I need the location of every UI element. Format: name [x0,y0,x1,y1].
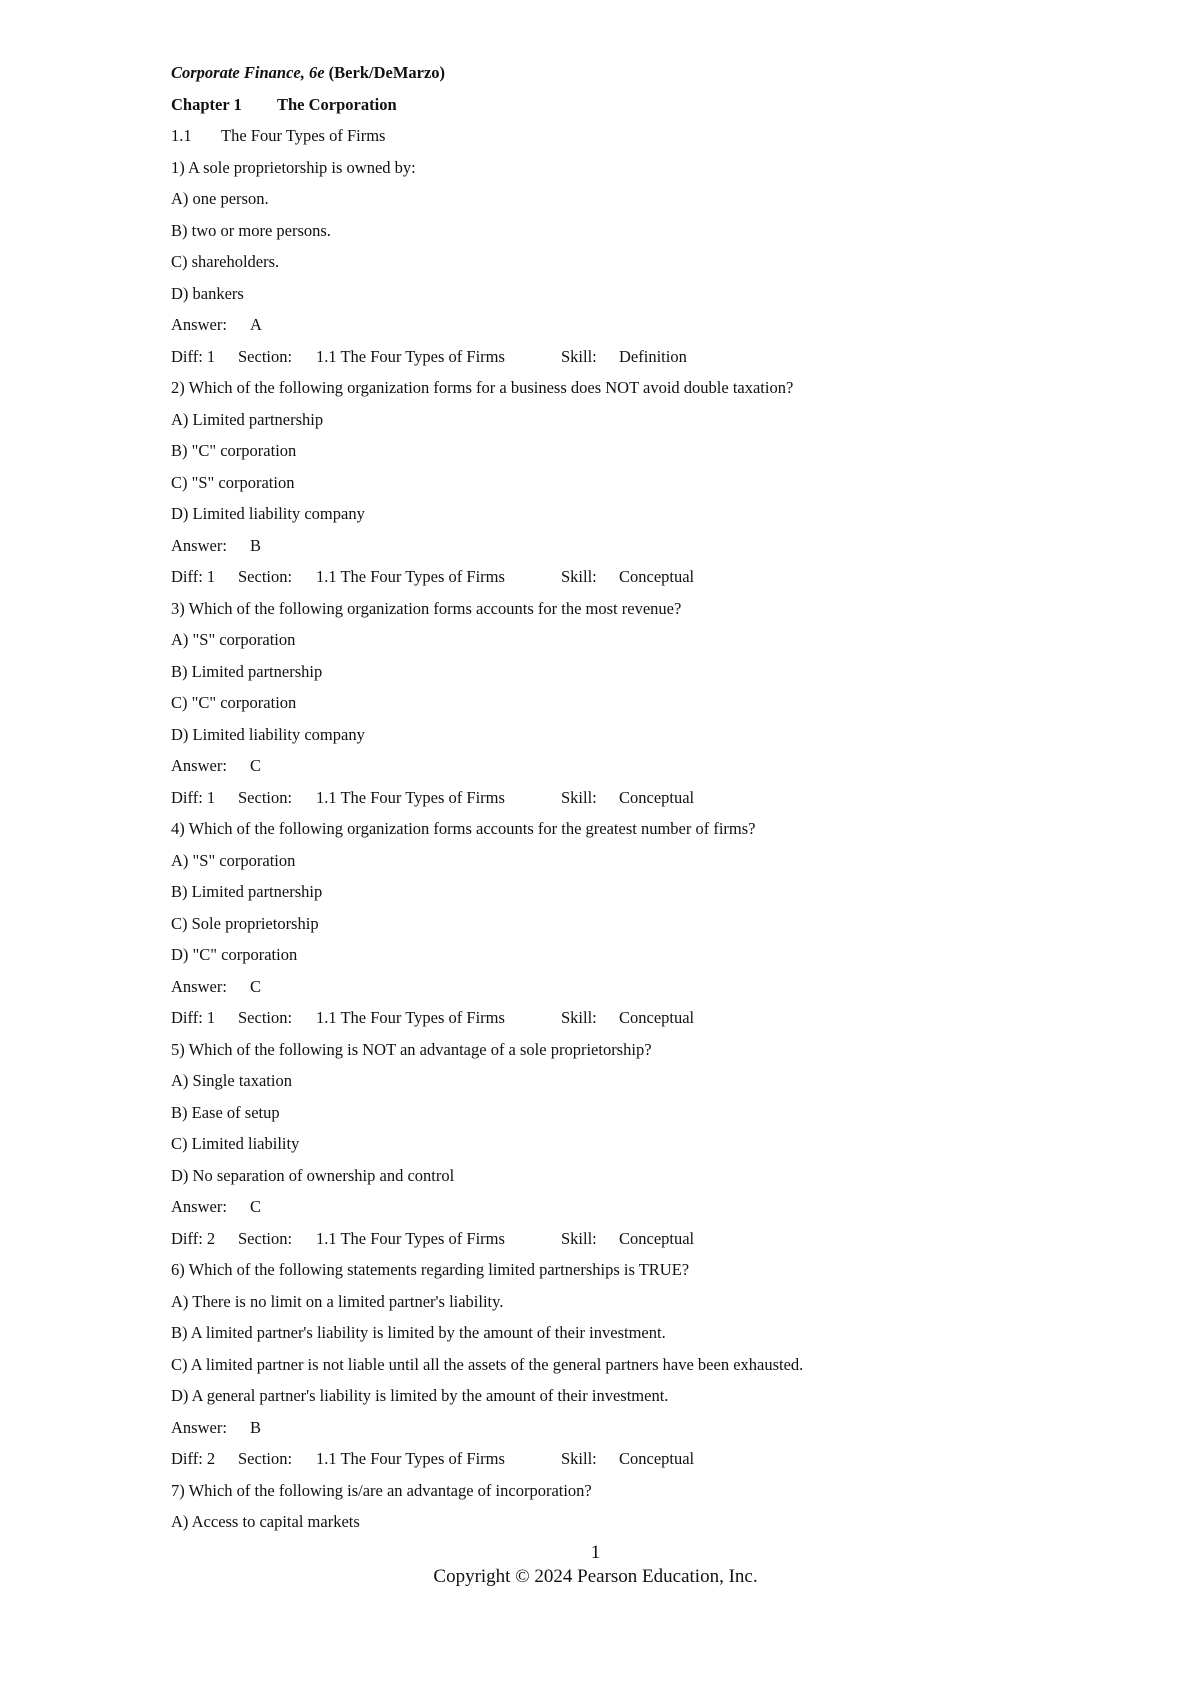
answer-option: A) Access to capital markets [171,1512,360,1531]
answer-label: Answer: [171,1197,227,1216]
question-text: 7) Which of the following is/are an advantage of incorporation? [171,1480,592,1500]
answer-option: D) A general partner's liability is limited by the amount of their investment. [171,1386,669,1405]
difficulty: Diff: 2 [171,1449,216,1468]
skill-label: Skill: [561,567,597,586]
answer-line [171,756,1131,788]
skill-value: Conceptual [619,1449,695,1468]
answer-label: Answer: [171,1417,227,1437]
metadata-line [171,1008,1131,1040]
chapter-title: The Corporation [277,94,397,114]
answer-value: C [250,1197,262,1216]
chapter-number: Chapter 1 [171,94,242,114]
section-label: Section: [238,787,293,807]
section-label: Section: [238,1008,293,1027]
skill-label: Skill: [561,1008,597,1027]
answer-option: C) A limited partner is not liable until all the assets of the general partners have been exhausted. [171,1354,804,1374]
answer-option: B) A limited partner's liability is limited by the amount of their investment. [171,1323,666,1342]
skill-value: Conceptual [619,1228,695,1248]
question-text: 2) Which of the following organization forms for a business does NOT avoid double taxation? [171,378,794,397]
answer-option: B) Limited partnership [171,661,323,681]
section-title: The Four Types of Firms [221,126,386,145]
metadata-line [171,788,1131,820]
answer-label: Answer: [171,535,227,555]
answer-option: A) one person. [171,189,269,208]
answer-line [171,1197,1131,1229]
chapter-heading [171,95,1131,127]
answer-option: D) "C" corporation [171,945,298,964]
question-text: 4) Which of the following organization forms accounts for the greatest number of firms? [171,819,756,838]
section-value: 1.1 The Four Types of Firms [316,567,505,586]
answer-option: A) "S" corporation [171,850,296,870]
answer-value: A [250,315,262,334]
difficulty: Diff: 1 [171,567,216,586]
answer-value: B [250,1417,262,1437]
answer-line [171,536,1131,568]
metadata-line [171,1229,1131,1261]
page-content [171,63,1131,1544]
copyright-notice: Copyright © 2024 Pearson Education, Inc. [433,1566,758,1587]
difficulty: Diff: 2 [171,1228,216,1248]
section-value: 1.1 The Four Types of Firms [316,1008,505,1027]
answer-option: A) There is no limit on a limited partner's liability. [171,1291,504,1311]
answer-option: D) Limited liability company [171,504,365,523]
difficulty: Diff: 1 [171,787,216,807]
section-label: Section: [238,1449,293,1468]
answer-label: Answer: [171,315,227,334]
metadata-line [171,567,1131,599]
answer-option: D) No separation of ownership and control [171,1165,455,1185]
question-text: 5) Which of the following is NOT an advantage of a sole proprietorship? [171,1039,652,1059]
answer-option: B) Limited partnership [171,882,323,901]
answer-value: B [250,535,262,555]
skill-value: Conceptual [619,1008,695,1027]
answer-value: C [250,756,262,775]
section-number: 1.1 [171,126,192,145]
skill-label: Skill: [561,787,597,807]
answer-option: C) Limited liability [171,1134,300,1153]
skill-value: Definition [619,346,687,366]
book-title-line [171,63,1131,95]
answer-option: D) Limited liability company [171,724,365,744]
section-heading [171,126,1131,158]
section-value: 1.1 The Four Types of Firms [316,346,505,366]
question-text: 3) Which of the following organization forms accounts for the most revenue? [171,598,682,618]
section-label: Section: [238,1228,293,1248]
answer-option: C) "S" corporation [171,472,295,492]
answer-option: A) Single taxation [171,1071,292,1090]
difficulty: Diff: 1 [171,1008,216,1027]
answer-option: C) shareholders. [171,252,280,271]
skill-value: Conceptual [619,567,695,586]
section-value: 1.1 The Four Types of Firms [316,787,505,807]
answer-label: Answer: [171,756,227,775]
section-label: Section: [238,346,293,366]
answer-option: A) "S" corporation [171,630,296,649]
question-text: 6) Which of the following statements regarding limited partnerships is TRUE? [171,1260,690,1279]
answer-line [171,977,1131,1009]
answer-option: B) "C" corporation [171,441,297,460]
section-value: 1.1 The Four Types of Firms [316,1228,505,1248]
answer-option: B) Ease of setup [171,1102,280,1122]
answer-option: C) "C" corporation [171,693,297,712]
skill-label: Skill: [561,1449,597,1468]
book-title: Corporate Finance, 6e [171,63,325,82]
book-authors: (Berk/DeMarzo) [328,63,446,82]
skill-label: Skill: [561,1228,597,1248]
answer-option: B) two or more persons. [171,220,331,240]
answer-label: Answer: [171,976,227,996]
skill-value: Conceptual [619,787,695,807]
answer-value: C [250,976,262,996]
skill-label: Skill: [561,346,597,366]
question-text: 1) A sole proprietorship is owned by: [171,157,416,177]
answer-option: C) Sole proprietorship [171,913,319,933]
metadata-line [171,1449,1131,1481]
answer-option: D) bankers [171,283,244,303]
answer-line [171,1418,1131,1450]
answer-line [171,315,1131,347]
answer-option: A) Limited partnership [171,409,324,429]
metadata-line [171,347,1131,379]
page-number: 1 [590,1542,601,1563]
difficulty: Diff: 1 [171,346,216,366]
section-label: Section: [238,567,293,586]
question-list [171,158,1131,1544]
section-value: 1.1 The Four Types of Firms [316,1449,505,1468]
